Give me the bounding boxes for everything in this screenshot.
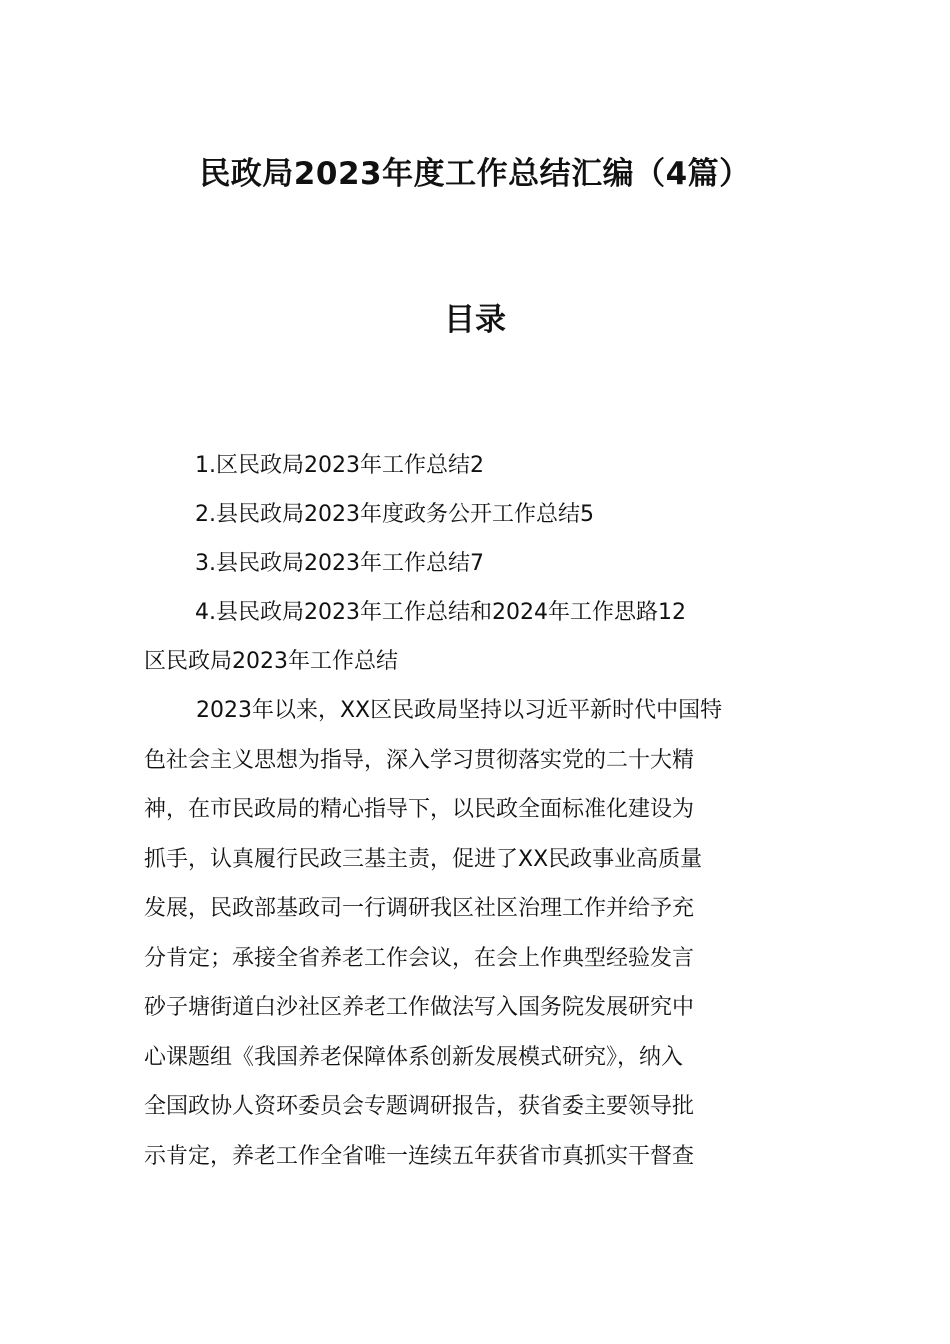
toc-item-3[interactable]: 3.县民政局2023年工作总结7: [195, 551, 484, 576]
body-line-3: 神，在市民政局的精心指导下，以民政全面标准化建设为: [144, 797, 695, 822]
body-line-1: 2023年以来，XX区民政局坚持以习近平新时代中国特: [196, 698, 723, 723]
body-line-6: 分肯定；承接全省养老工作会议，在会上作典型经验发言: [144, 945, 695, 971]
toc-item-4[interactable]: 4.县民政局2023年工作总结和2024年工作思路12: [195, 600, 686, 625]
body-line-10: 示肯定，养老工作全省唯一连续五年获省市真抓实干督查: [144, 1143, 695, 1169]
body-line-4: 抓手，认真履行民政三基主责，促进了XX民政事业高质量: [144, 846, 703, 872]
body-paragraph: [144, 686, 808, 1181]
section-heading: 区民政局2023年工作总结: [144, 649, 398, 674]
toc-heading: 目录: [444, 302, 506, 338]
body-line-2: 色社会主义思想为指导，深入学习贯彻落实党的二十大精: [144, 747, 695, 773]
body-line-9: 全国政协人资环委员会专题调研报告，获省委主要领导批: [144, 1094, 695, 1119]
table-of-contents: [195, 441, 835, 637]
toc-item-1[interactable]: 1.区民政局2023年工作总结2: [195, 453, 484, 478]
body-line-5: 发展，民政部基政司一行调研我区社区治理工作并给予充: [144, 896, 695, 921]
toc-item-2[interactable]: 2.县民政局2023年度政务公开工作总结5: [195, 502, 594, 527]
body-line-8: 心课题组《我国养老保障体系创新发展模式研究》，纳入: [144, 1044, 684, 1070]
body-line-7: 砂子塘街道白沙社区养老工作做法写入国务院发展研究中: [144, 995, 695, 1020]
document-title: 民政局2023年度工作总结汇编（4篇）: [199, 156, 751, 192]
